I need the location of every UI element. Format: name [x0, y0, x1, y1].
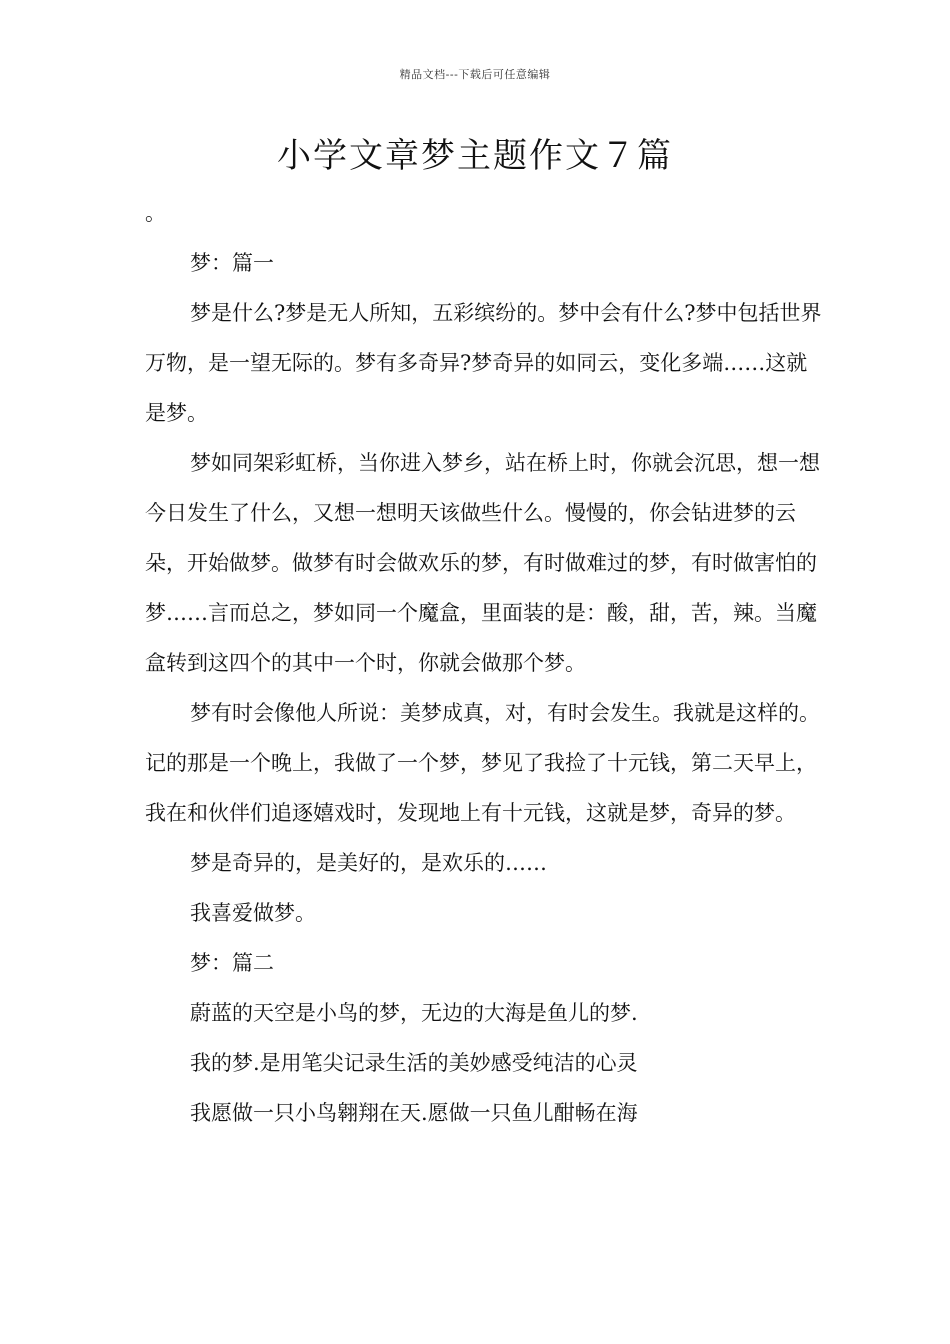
paragraph: 我愿做一只小鸟翱翔在天.愿做一只鱼儿酣畅在海 [190, 1101, 638, 1125]
paragraph: 梦有时会像他人所说：美梦成真，对，有时会发生。我就是这样的。记的那是一个晚上，我做了一个梦，梦见了我捡了十元钱，第二天早上，我在和伙伴们追逐嬉戏时，发现地上有十元钱，这就是梦，奇异的梦。 [145, 701, 820, 825]
section-heading-2: 梦：篇二 [190, 951, 274, 975]
paragraph: 我喜爱做梦。 [190, 901, 316, 925]
header-note: 精品文档---下载后可任意编辑 [399, 68, 551, 81]
paragraph: 梦是什么?梦是无人所知，五彩缤纷的。梦中会有什么?梦中包括世界万物，是一望无际的。梦有多奇异?梦奇异的如同云，变化多端……这就是梦。 [145, 301, 822, 425]
paragraph: 梦如同架彩虹桥，当你进入梦乡，站在桥上时，你就会沉思，想一想今日发生了什么，又想一想明天该做些什么。慢慢的，你会钻进梦的云朵，开始做梦。做梦有时会做欢乐的梦，有时做难过的梦，有时做害怕的梦……言而总之，梦如同一个魔盒，里面装的是：酸，甜，苦，辣。当魔盒转到这四个的其中一个时，你就会做那个梦。 [145, 451, 820, 675]
paragraph: 蔚蓝的天空是小鸟的梦，无边的大海是鱼儿的梦. [190, 1001, 638, 1025]
document-title: 小学文章梦主题作文７篇 [277, 136, 673, 176]
section-heading-1: 梦：篇一 [190, 251, 274, 275]
paragraph: 梦是奇异的，是美好的，是欢乐的…… [190, 851, 547, 875]
paragraph-leading-mark: 。 [145, 201, 166, 225]
paragraph: 我的梦.是用笔尖记录生活的美妙感受纯洁的心灵 [190, 1051, 638, 1075]
document-body [145, 188, 825, 1138]
